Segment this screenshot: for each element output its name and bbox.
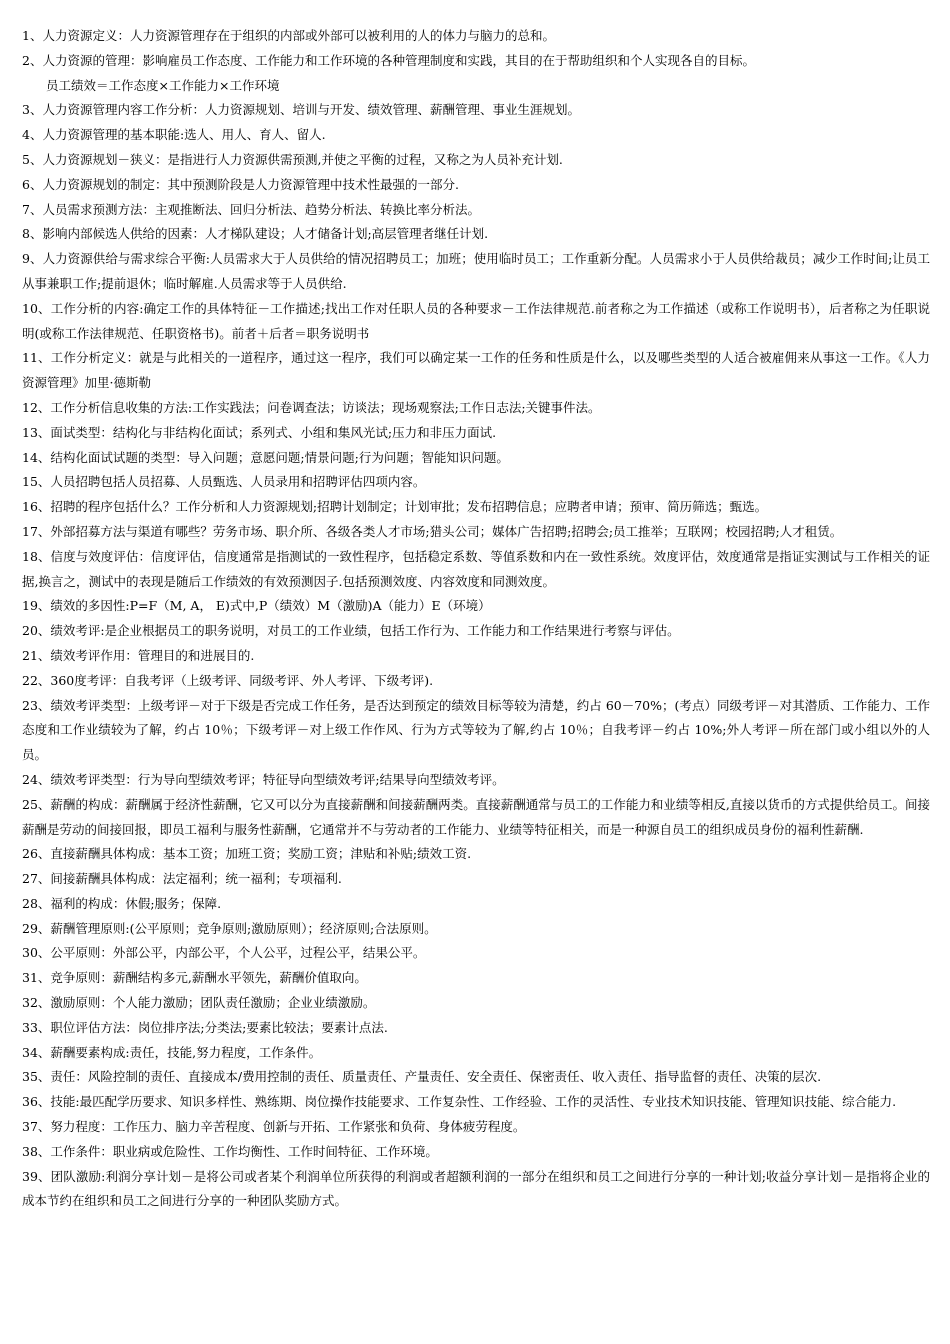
list-item: 10、工作分析的内容:确定工作的具体特征－工作描述;找出工作对任职人员的各种要求－工作法律规范.前者称之为工作描述（或称工作说明书），后者称之为任职说明(或称工作法律规范、任职资格书)。前者＋后者＝职务说明书 [22, 300, 930, 341]
list-item: 27、间接薪酬具体构成：法定福利；统一福利；专项福利. [22, 871, 342, 887]
list-item: 12、工作分析信息收集的方法:工作实践法；问卷调查法；访谈法；现场观察法;工作日志法;关键事件法。 [22, 399, 601, 415]
list-item: 9、人力资源供给与需求综合平衡:人员需求大于人员供给的情况招聘员工；加班；使用临时员工；工作重新分配。人员需求小于人员供给裁员；减少工作时间;让员工从事兼职工作;提前退休；临时解雇.人员需求等于人员供给. [22, 251, 930, 291]
list-item: 30、公平原则：外部公平，内部公平，个人公平，过程公平，结果公平。 [22, 945, 426, 961]
list-item: 22、360度考评：自我考评（上级考评、同级考评、外人考评、下级考评). [22, 672, 434, 688]
list-item: 4、人力资源管理的基本职能:选人、用人、育人、留人. [22, 127, 326, 143]
list-item: 14、结构化面试试题的类型：导入问题；意愿问题;情景问题;行为问题；智能知识问题。 [22, 449, 509, 465]
list-item: 20、绩效考评:是企业根据员工的职务说明，对员工的工作业绩，包括工作行为、工作能力和工作结果进行考察与评估。 [22, 623, 680, 639]
list-item: 28、福利的构成：休假;服务；保障. [22, 895, 222, 911]
list-item: 38、工作条件：职业病或危险性、工作均衡性、工作时间特征、工作环境。 [22, 1143, 438, 1159]
list-item: 23、绩效考评类型：上级考评－对于下级是否完成工作任务，是否达到预定的绩效目标等较为清楚，约占 60－70%；(考点）同级考评－对其潜质、工作能力、工作态度和工作业绩较为了解，约占 10％；下级考评－对上级工作作风、行为方式等较为了解,约占 10％；自我考评－约占 10%;外人考评－所在部门或小组以外的人员。 [22, 697, 930, 763]
list-item: 17、外部招募方法与渠道有哪些？劳务市场、职介所、各级各类人才市场;猎头公司；媒体广告招聘;招聘会;员工推举；互联网；校园招聘;人才租赁。 [22, 523, 843, 539]
list-item: 7、人员需求预测方法：主观推断法、回归分析法、趋势分析法、转换比率分析法。 [22, 201, 480, 217]
list-item: 24、绩效考评类型：行为导向型绩效考评；特征导向型绩效考评;结果导向型绩效考评。 [22, 771, 505, 787]
list-item: 26、直接薪酬具体构成：基本工资；加班工资；奖励工资；津贴和补贴;绩效工资. [22, 846, 472, 862]
list-item: 3、人力资源管理内容工作分析：人力资源规划、培训与开发、绩效管理、薪酬管理、事业生涯规划。 [22, 102, 580, 118]
list-item: 34、薪酬要素构成:责任，技能,努力程度，工作条件。 [22, 1044, 322, 1060]
list-item: 16、招聘的程序包括什么？工作分析和人力资源规划;招聘计划制定；计划审批；发布招聘信息；应聘者申请；预审、简历筛选；甄选。 [22, 499, 768, 515]
list-item: 1、人力资源定义：人力资源管理存在于组织的内部或外部可以被利用的人的体力与脑力的总和。 [22, 28, 555, 43]
list-item: 11、工作分析定义：就是与此相关的一道程序，通过这一程序，我们可以确定某一工作的任务和性质是什么，以及哪些类型的人适合被雇佣来从事这一工作。《人力资源管理》加里·德斯勒 [22, 350, 930, 391]
formula-line: 员工绩效＝工作态度×工作能力×工作环境 [46, 77, 280, 93]
list-item: 39、团队激励:利润分享计划－是将公司或者某个利润单位所获得的利润或者超额利润的一部分在组织和员工之间进行分享的一种计划;收益分享计划－是指将企业的成本节约在组织和员工之间进行分享的一种团队奖励方式。 [22, 1168, 930, 1209]
list-item: 37、努力程度：工作压力、脑力辛苦程度、创新与开拓、工作紧张和负荷、身体疲劳程度。 [22, 1119, 526, 1135]
list-item: 29、薪酬管理原则:(公平原则；竞争原则;激励原则）；经济原则;合法原则。 [22, 920, 437, 936]
list-item: 35、责任：风险控制的责任、直接成本/费用控制的责任、质量责任、产量责任、安全责任、保密责任、收入责任、指导监督的责任、决策的层次. [22, 1069, 822, 1085]
list-item: 31、竞争原则：薪酬结构多元,薪酬水平领先，薪酬价值取向。 [22, 970, 367, 986]
list-item: 36、技能:最匹配学历要求、知识多样性、熟练期、岗位操作技能要求、工作复杂性、工作经验、工作的灵活性、专业技术知识技能、管理知识技能、综合能力. [22, 1094, 897, 1110]
list-item: 2、人力资源的管理：影响雇员工作态度、工作能力和工作环境的各种管理制度和实践，其目的在于帮助组织和个人实现各自的目标。 [22, 52, 755, 68]
list-item: 5、人力资源规划－狭义：是指进行人力资源供需预测,并使之平衡的过程，又称之为人员补充计划. [22, 151, 563, 167]
list-item: 15、人员招聘包括人员招募、人员甄选、人员录用和招聘评估四项内容。 [22, 474, 426, 490]
list-item: 33、职位评估方法：岗位排序法;分类法;要素比较法；要素计点法. [22, 1019, 388, 1035]
list-item: 19、绩效的多因性:P=F（M, A， E)式中,P（绩效）M（激励)A（能力）E（环境） [22, 598, 491, 614]
list-item: 25、薪酬的构成：薪酬属于经济性薪酬，它又可以分为直接薪酬和间接薪酬两类。直接薪酬通常与员工的工作能力和业绩等相反,直接以货币的方式提供给员工。间接薪酬是劳动的间接回报，即员工福利与服务性薪酬，它通常并不与劳动者的工作能力、业绩等特征相关，而是一种源自员工的组织成员身份的福利性薪酬. [22, 796, 930, 837]
list-item: 6、人力资源规划的制定：其中预测阶段是人力资源管理中技术性最强的一部分. [22, 176, 459, 192]
list-item: 13、面试类型：结构化与非结构化面试；系列式、小组和集风光试;压力和非压力面试. [22, 424, 497, 440]
list-item: 21、绩效考评作用：管理目的和进展目的. [22, 647, 255, 663]
list-item: 32、激励原则：个人能力激励；团队责任激励；企业业绩激励。 [22, 995, 376, 1011]
list-item: 18、信度与效度评估：信度评估，信度通常是指测试的一致性程序，包括稳定系数、等值系数和内在一致性系统。效度评估，效度通常是指证实测试与工作相关的证据,换言之，测试中的表现是随后工作绩效的有效预测因子.包括预测效度、内容效度和同测效度。 [22, 548, 930, 589]
list-item: 8、影响内部候选人供给的因素：人才梯队建设；人才储备计划;高层管理者继任计划. [22, 226, 489, 242]
